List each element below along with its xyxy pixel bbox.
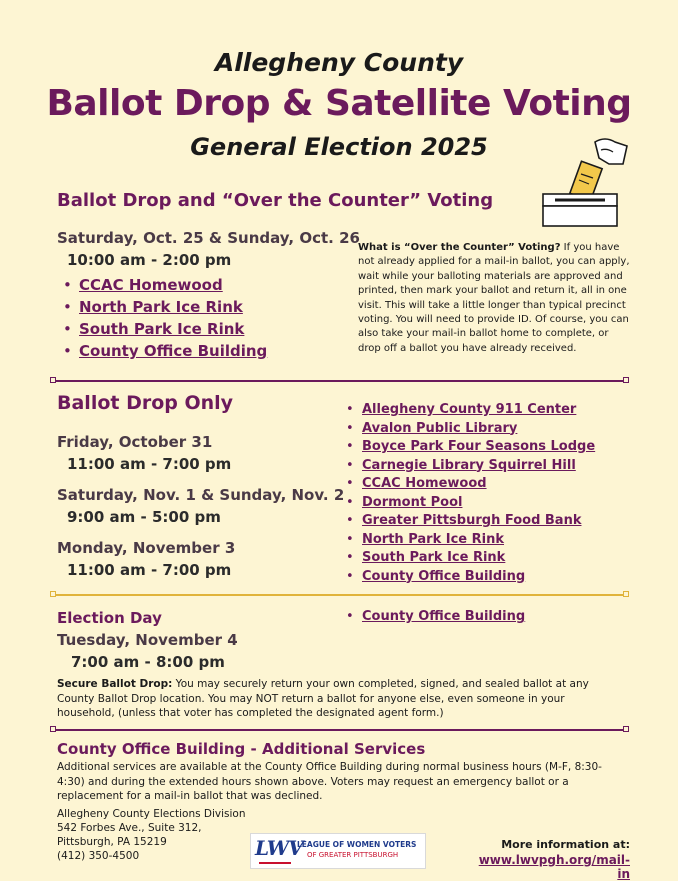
more-info-label: More information at: xyxy=(501,838,630,851)
over-the-counter-location-list xyxy=(57,274,267,362)
elections-division-address xyxy=(57,807,246,863)
logo-mark: LWV xyxy=(255,836,303,860)
list-item xyxy=(340,512,595,531)
logo-line-2: OF GREATER PITTSBURGH xyxy=(307,851,399,859)
list-item xyxy=(340,401,595,420)
election-day-time: 7:00 am - 8:00 pm xyxy=(71,653,225,671)
phone-number: (412) 350-4500 xyxy=(57,850,140,862)
oct-weekend-date: Saturday, Oct. 25 & Sunday, Oct. 26 xyxy=(57,229,360,247)
oct-weekend-time: 10:00 am - 2:00 pm xyxy=(67,251,232,269)
secure-ballot-drop-note xyxy=(57,677,622,721)
address-line: 542 Forbes Ave., Suite 312, xyxy=(57,822,202,834)
logo-stripe xyxy=(259,862,291,864)
additional-services-title: County Office Building - Additional Services xyxy=(57,740,426,758)
election-day-title: Election Day xyxy=(57,609,162,627)
list-item xyxy=(340,608,525,627)
section-over-the-counter-title: Ballot Drop and “Over the Counter” Voting xyxy=(57,190,494,211)
section-divider xyxy=(53,729,626,731)
over-the-counter-info xyxy=(358,241,630,356)
section-ballot-drop-only-title: Ballot Drop Only xyxy=(57,392,234,414)
list-item xyxy=(340,475,595,494)
location-link[interactable]: Greater Pittsburgh Food Bank xyxy=(362,513,582,528)
info-text: If you have not already applied for a mail-in ballot, you can apply, wait while your balloting materials are approved and printed, then mark your ballot and return it, all in one visit. This will take a little longer than typical precinct voting. You will need to provide ID. Of course, you can also take your mail-in ballot home to complete, or drop off a ballot you have already received. xyxy=(358,242,630,354)
location-link[interactable]: Allegheny County 911 Center xyxy=(362,402,577,417)
list-item xyxy=(340,494,595,513)
list-item xyxy=(57,274,267,296)
location-link[interactable]: South Park Ice Rink xyxy=(79,320,245,338)
list-item xyxy=(340,457,595,476)
location-link[interactable]: Boyce Park Four Seasons Lodge xyxy=(362,439,596,454)
location-link[interactable]: South Park Ice Rink xyxy=(362,550,506,565)
section-divider xyxy=(53,594,626,596)
info-label: What is “Over the Counter” Voting? xyxy=(358,242,561,253)
ballot-box-icon xyxy=(535,136,630,231)
schedule-time: 11:00 am - 7:00 pm xyxy=(67,455,232,473)
list-item xyxy=(57,318,267,340)
list-item xyxy=(57,296,267,318)
page-title: Ballot Drop & Satellite Voting xyxy=(46,83,632,124)
schedule-time: 9:00 am - 5:00 pm xyxy=(67,508,221,526)
schedule-date: Monday, November 3 xyxy=(57,539,236,557)
list-item xyxy=(340,420,595,439)
location-link[interactable]: CCAC Homewood xyxy=(79,276,223,294)
list-item xyxy=(340,568,595,587)
election-heading: General Election 2025 xyxy=(190,133,488,161)
location-link[interactable]: County Office Building xyxy=(362,609,526,624)
location-link[interactable]: Carnegie Library Squirrel Hill xyxy=(362,457,576,473)
secure-text: You may securely return your own completed, signed, and sealed ballot at any County Ballot Drop location. You may NOT return a ballot for anyone else, even someone in your household, (unless that voter has completed the designated agent form.) xyxy=(57,678,589,719)
election-day-date: Tuesday, November 4 xyxy=(57,631,238,649)
list-item xyxy=(340,531,595,550)
county-heading: Allegheny County xyxy=(214,48,464,77)
logo-line-1: LEAGUE OF WOMEN VOTERS xyxy=(297,840,417,849)
additional-services-text: Additional services are available at the County Office Building during normal business hours (M-F, 8:30-4:30) and during the extended hours shown above. Voters may request an emergency ballot or a replacement for a mail-in ballot that was declined. xyxy=(57,761,602,802)
ballot-drop-location-list xyxy=(340,401,595,586)
election-day-location-list xyxy=(340,608,525,627)
list-item xyxy=(340,549,595,568)
section-divider xyxy=(53,380,626,382)
schedule-time: 11:00 am - 7:00 pm xyxy=(67,561,232,579)
org-name: Allegheny County Elections Division xyxy=(57,808,246,820)
lwv-logo xyxy=(250,833,426,869)
location-link[interactable]: Dormont Pool xyxy=(362,494,463,510)
location-link[interactable]: County Office Building xyxy=(362,568,526,584)
list-item xyxy=(57,340,267,362)
address-line: Pittsburgh, PA 15219 xyxy=(57,836,167,848)
list-item xyxy=(340,438,595,457)
location-link[interactable]: CCAC Homewood xyxy=(362,476,487,491)
location-link[interactable]: County Office Building xyxy=(79,342,268,360)
more-info-link[interactable]: www.lwvpgh.org/mail-in xyxy=(478,853,630,881)
location-link[interactable]: North Park Ice Rink xyxy=(79,298,243,316)
secure-label: Secure Ballot Drop: xyxy=(57,678,173,690)
schedule-date: Friday, October 31 xyxy=(57,433,213,451)
location-link[interactable]: North Park Ice Rink xyxy=(362,531,505,547)
schedule-date: Saturday, Nov. 1 & Sunday, Nov. 2 xyxy=(57,486,345,504)
location-link[interactable]: Avalon Public Library xyxy=(362,420,518,436)
